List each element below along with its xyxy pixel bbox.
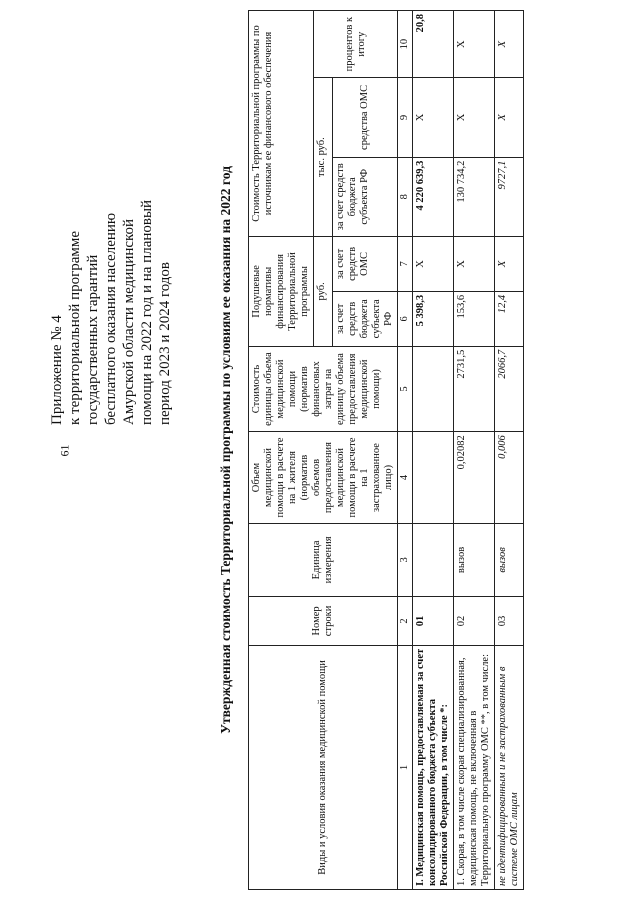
appendix-line: Приложение № 4 [49, 315, 65, 425]
row-pc-oms: X [413, 236, 454, 291]
table-row [454, 11, 495, 890]
appendix-line: государственных гарантий [85, 254, 101, 425]
appendix-line: Амурской области медицинской [121, 218, 137, 425]
col-number: 2 [398, 597, 413, 646]
header-c-budget: за счет средств бюджета субъекта РФ [333, 157, 398, 236]
row-volume: 0,02082 [454, 432, 495, 524]
row-no: 01 [413, 597, 454, 646]
appendix-line: бесплатного оказания населению [103, 212, 119, 425]
row-pc-budget: 12,4 [495, 291, 524, 346]
row-name: 1. Скорая, в том числе скорая специализированная, медицинская помощь, не включенная в Территориальную программу ОМС **, в том числе: [454, 645, 495, 889]
row-no: 03 [495, 597, 524, 646]
header-cost-unit: Стоимость единицы объема медицинской помощи (норматив финансовых затрат на единицу объема предоставления медицинской помощи) [249, 346, 398, 431]
col-number: 8 [398, 157, 413, 236]
row-c-oms: X [495, 78, 524, 157]
column-numbers-row [398, 11, 413, 890]
header-kinds: Виды и условия оказания медицинской помощи [249, 645, 398, 889]
header-pc-oms: за счет средств ОМС [333, 236, 398, 291]
page-number: 61 [57, 444, 72, 457]
header-cost: Стоимость Территориальной программы по источникам ее финансового обеспечения [249, 11, 314, 237]
col-number: 9 [398, 78, 413, 157]
row-unit: вызов [495, 523, 524, 596]
row-cost [413, 346, 454, 431]
col-number: 5 [398, 346, 413, 431]
row-c-budget: 9727,1 [495, 157, 524, 236]
header-volume: Объем медицинской помощи в расчете на 1 жителя (норматив объемов предоставления медицинской помощи в расчете на 1 застрахованное лицо) [249, 432, 398, 524]
header-row [249, 11, 314, 890]
header-c-oms: средства ОМС [333, 78, 398, 157]
col-number: 10 [398, 11, 413, 78]
row-name: не идентифицированным и не застрахованным в системе ОМС лицам [495, 645, 524, 889]
col-number: 1 [398, 645, 413, 889]
row-pct: X [454, 11, 495, 78]
table-row [495, 11, 524, 890]
col-number: 4 [398, 432, 413, 524]
header-unit: Единица измерения [249, 523, 398, 596]
rotated-page [40, 10, 600, 890]
header-pc-budget: за счет средств бюджета субъекта РФ [333, 291, 398, 346]
header-per-capita: Подушевые нормативы финансирования Территориальной программы [249, 236, 314, 346]
row-pc-oms: X [454, 236, 495, 291]
row-pc-budget: 5 398,3 [413, 291, 454, 346]
row-c-oms: X [454, 78, 495, 157]
row-no: 02 [454, 597, 495, 646]
appendix-line: к территориальной программе [67, 230, 83, 425]
row-volume: 0,006 [495, 432, 524, 524]
col-number: 7 [398, 236, 413, 291]
header-cost-unit-label: тыс. руб. [314, 78, 333, 237]
header-row-no: Номер строки [249, 597, 398, 646]
row-pc-budget: 153,6 [454, 291, 495, 346]
row-cost: 2731,5 [454, 346, 495, 431]
document-title: Утвержденная стоимость Территориальной программы по условиям ее оказания на 2022 год [218, 166, 233, 734]
row-pc-oms: X [495, 236, 524, 291]
row-unit [413, 523, 454, 596]
row-cost: 2066,7 [495, 346, 524, 431]
row-volume [413, 432, 454, 524]
row-pct: X [495, 11, 524, 78]
table-row [413, 11, 454, 890]
row-name: I. Медицинская помощь, предоставляемая за счет консолидированного бюджета субъекта Российской Федерации, в том числе *: [413, 645, 454, 889]
appendix-line: период 2023 и 2024 годов [157, 261, 173, 425]
appendix-block [48, 25, 174, 425]
col-number: 6 [398, 291, 413, 346]
row-c-oms: X [413, 78, 454, 157]
row-pct: 20,8 [413, 11, 454, 78]
header-percent: процентов к итогу [314, 11, 398, 78]
row-c-budget: 130 734,2 [454, 157, 495, 236]
header-per-capita-unit: руб. [314, 236, 333, 346]
col-number: 3 [398, 523, 413, 596]
cost-table [248, 10, 524, 890]
row-c-budget: 4 220 639,3 [413, 157, 454, 236]
appendix-line: помощи на 2022 год и на плановый [139, 199, 155, 425]
row-unit: вызов [454, 523, 495, 596]
